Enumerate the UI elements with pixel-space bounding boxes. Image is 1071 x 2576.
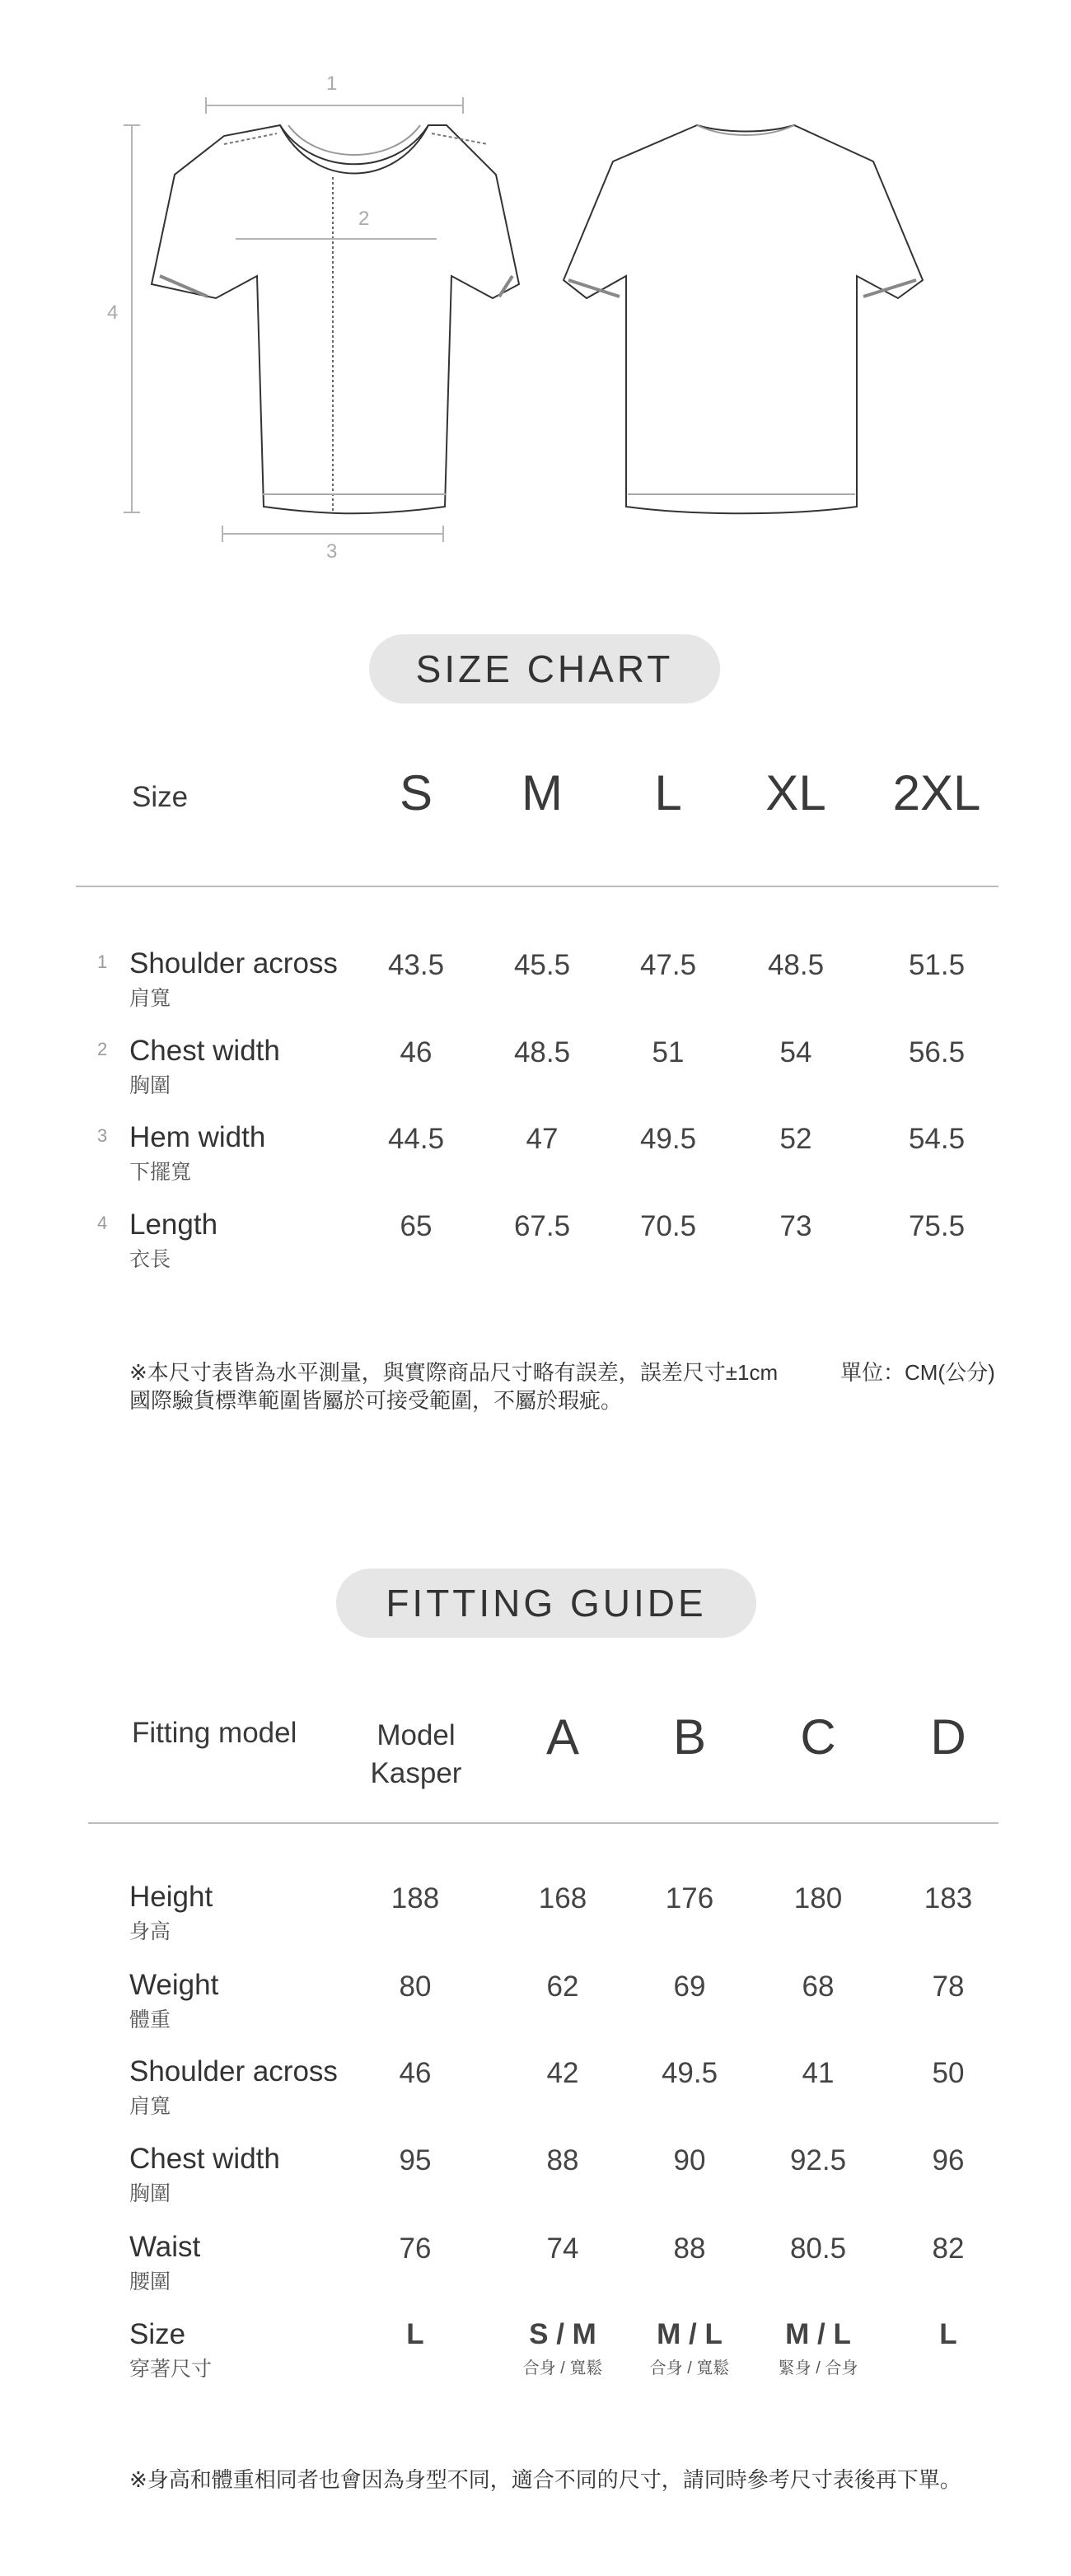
size-value: 48.5 — [767, 949, 825, 981]
fit-value: 90 — [673, 2144, 706, 2176]
fit-value: 88 — [546, 2144, 579, 2176]
size-value: 47 — [526, 1123, 559, 1155]
size-value: 49.5 — [639, 1123, 697, 1155]
row-label-zh: 衣長 — [129, 1248, 171, 1271]
measure-label-3: 3 — [326, 540, 338, 563]
fit-value: 50 — [932, 2057, 965, 2089]
size-value: 51 — [652, 1036, 685, 1068]
size-chart-title: SIZE CHART — [369, 634, 720, 704]
row-label-zh: 肩寬 — [129, 987, 171, 1010]
fit-value: 176 — [665, 1882, 714, 1914]
fit-size-value: M / L — [657, 2318, 723, 2350]
fit-value: 78 — [932, 1971, 965, 2003]
back-shirt-outline — [564, 125, 923, 513]
row-number: 4 — [97, 1213, 108, 1233]
fitting-guide-divider — [88, 1822, 999, 1824]
fitting-header-a: A — [545, 1709, 580, 1765]
measure-label-4: 4 — [107, 302, 119, 324]
fitting-header-label: Fitting model — [132, 1717, 297, 1749]
fit-size-sub: 緊身 / 合身 — [778, 2359, 858, 2377]
size-note-1: ※本尺寸表皆為水平測量，與實際商品尺寸略有誤差，誤差尺寸±1cm — [129, 1360, 779, 1385]
fitting-header-d: D — [930, 1709, 966, 1765]
row-number: 2 — [97, 1039, 108, 1059]
fitting-header-c: C — [800, 1709, 836, 1765]
tshirt-diagram — [0, 0, 1071, 577]
size-value: 45.5 — [513, 949, 571, 981]
fit-value: 41 — [802, 2057, 835, 2089]
size-value: 73 — [779, 1210, 812, 1242]
fit-size-value: L — [939, 2318, 957, 2350]
fit-value: 96 — [932, 2144, 965, 2176]
size-chart-divider — [76, 886, 999, 887]
fit-row-label: Waist — [129, 2231, 201, 2263]
size-value: 44.5 — [387, 1123, 445, 1155]
size-value: 51.5 — [908, 949, 966, 981]
size-unit: 單位：CM(公分) — [840, 1360, 995, 1385]
fit-value: 46 — [399, 2057, 432, 2089]
fit-size-label-zh: 穿著尺寸 — [129, 2358, 213, 2381]
fit-value: 183 — [924, 1882, 973, 1914]
measure-label-2: 2 — [358, 208, 370, 230]
fitting-note: ※身高和體重相同者也會因為身型不同，適合不同的尺寸，請同時參考尺寸表後再下單。 — [129, 2467, 961, 2492]
fit-size-value: L — [406, 2318, 424, 2350]
fit-size-sub: 合身 / 寬鬆 — [522, 2359, 603, 2377]
row-label: Chest width — [129, 1035, 280, 1067]
fitting-header-model: Model Kasper — [370, 1719, 462, 1789]
fit-value: 76 — [399, 2232, 432, 2265]
size-value: 70.5 — [639, 1210, 697, 1242]
measure-label-1: 1 — [326, 72, 338, 95]
size-header-s: S — [399, 765, 433, 820]
size-value: 56.5 — [908, 1036, 966, 1068]
fit-value: 92.5 — [789, 2144, 847, 2176]
size-header-label: Size — [132, 781, 189, 813]
size-value: 54 — [779, 1036, 812, 1068]
fit-size-label: Size — [129, 2318, 186, 2350]
size-value: 47.5 — [639, 949, 697, 981]
row-number: 1 — [97, 951, 108, 972]
size-value: 65 — [400, 1210, 433, 1242]
fit-value: 42 — [546, 2057, 579, 2089]
fit-value: 95 — [399, 2144, 432, 2176]
front-shirt-outline — [152, 125, 519, 513]
size-note-2: 國際驗貨標準範圍皆屬於可接受範圍，不屬於瑕疵。 — [129, 1388, 623, 1413]
size-value: 52 — [779, 1123, 812, 1155]
fit-value: 62 — [546, 1971, 579, 2003]
fit-value: 69 — [673, 1971, 706, 2003]
fit-value: 82 — [932, 2232, 965, 2265]
size-header-m: M — [521, 765, 563, 820]
fit-row-label: Weight — [129, 1969, 219, 2001]
fit-value: 180 — [793, 1882, 843, 1914]
fit-size-value: M / L — [785, 2318, 851, 2350]
size-value: 43.5 — [387, 949, 445, 981]
row-label-zh: 下擺寬 — [129, 1161, 192, 1184]
fit-row-label-zh: 腰圍 — [129, 2270, 171, 2293]
fit-row-label: Height — [129, 1881, 213, 1913]
fit-value: 80.5 — [789, 2232, 847, 2265]
size-value: 54.5 — [908, 1123, 966, 1155]
size-value: 67.5 — [513, 1210, 571, 1242]
fit-size-sub: 合身 / 寬鬆 — [649, 2359, 730, 2377]
fit-row-label: Shoulder across — [129, 2055, 338, 2087]
fit-value: 88 — [673, 2232, 706, 2265]
fit-row-label-zh: 身高 — [129, 1920, 171, 1943]
fit-value: 80 — [399, 1971, 432, 2003]
fit-size-value: S / M — [529, 2318, 596, 2350]
fit-value: 74 — [546, 2232, 579, 2265]
row-label: Shoulder across — [129, 947, 338, 979]
fit-value: 68 — [802, 1971, 835, 2003]
fit-row-label: Chest width — [129, 2143, 280, 2175]
fit-row-label-zh: 肩寬 — [129, 2095, 171, 2118]
fitting-header-b: B — [672, 1709, 707, 1765]
fit-value: 168 — [538, 1882, 587, 1914]
row-label: Length — [129, 1209, 218, 1241]
size-value: 46 — [400, 1036, 433, 1068]
size-value: 48.5 — [513, 1036, 571, 1068]
fitting-guide-title: FITTING GUIDE — [336, 1569, 756, 1638]
row-label-zh: 胸圍 — [129, 1074, 171, 1097]
size-header-2xl: 2XL — [892, 765, 981, 820]
fit-row-label-zh: 體重 — [129, 2008, 171, 2031]
row-label: Hem width — [129, 1121, 266, 1153]
fit-value: 49.5 — [661, 2057, 718, 2089]
size-header-l: L — [654, 765, 682, 820]
row-number: 3 — [97, 1125, 108, 1146]
fit-value: 188 — [391, 1882, 440, 1914]
fit-row-label-zh: 胸圍 — [129, 2182, 171, 2205]
size-value: 75.5 — [908, 1210, 966, 1242]
size-header-xl: XL — [765, 765, 826, 820]
